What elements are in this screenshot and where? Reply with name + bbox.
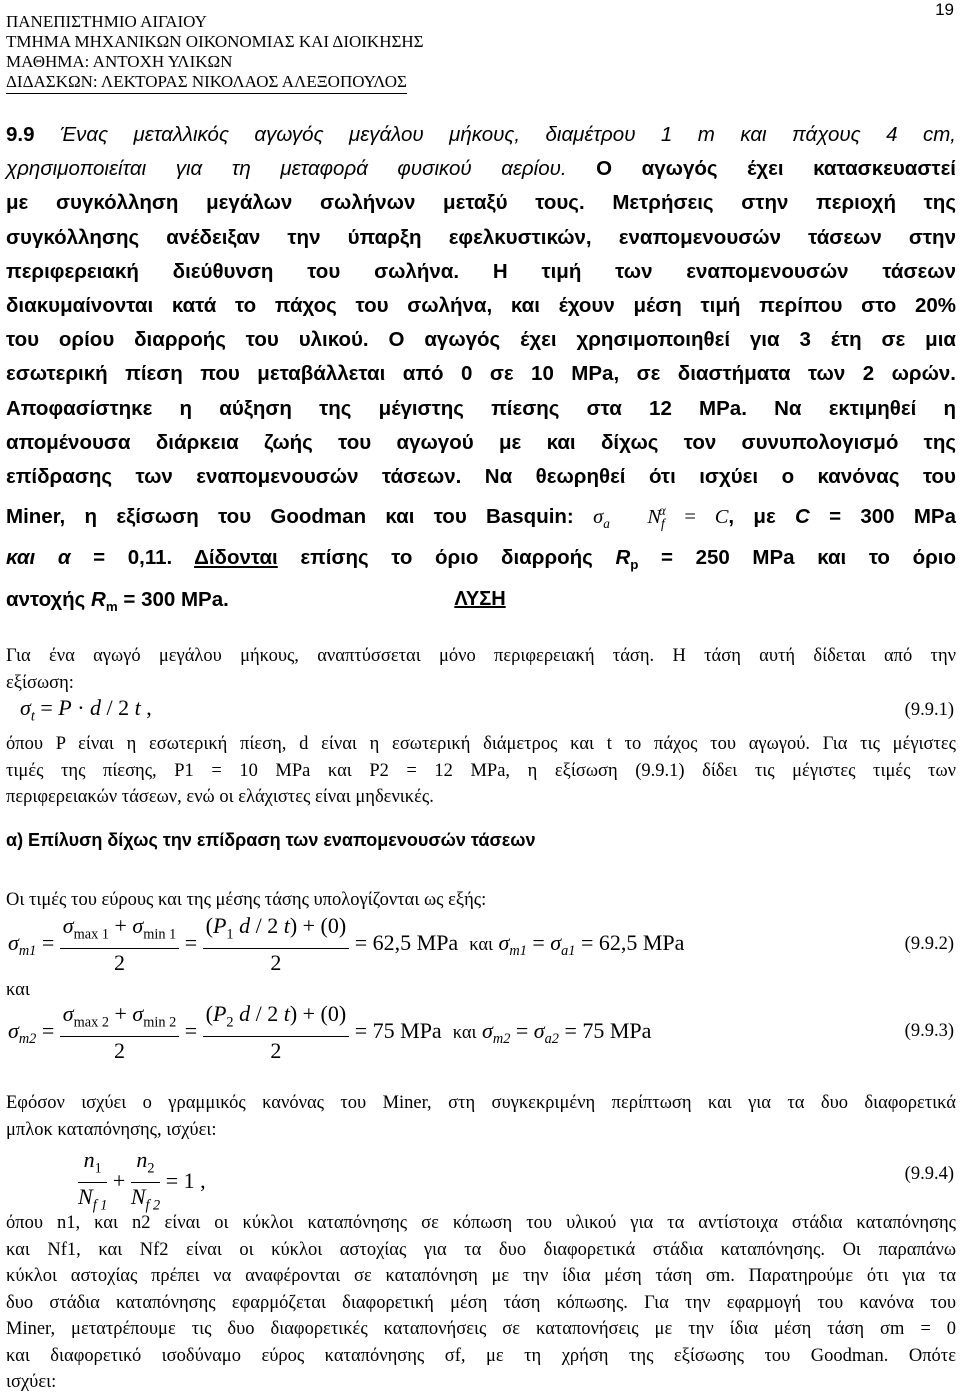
problem-line: 9.9 Ένας μεταλλικός αγωγός μεγάλου μήκους, διαμέτρου 1 m και πάχους 4 cm, xyxy=(6,123,956,146)
paragraph-definitions: όπου P είναι η εσωτερική πίεση, d είναι η εσωτερική διάμετρος και t το πάχος του αγωγού. Για τις μέγιστες τιμές της πίεσης, P1 = 10 MPa και P2 = 12 MPa, η εξίσωση (9.9.1) δίδει τις μέγιστες τιμές των περιφερειακών τάσεων, ενώ οι ελάχιστες είναι μηδενικές. xyxy=(6,734,956,807)
problem-line: αντοχής $R_m = 300$ MPa. xyxy=(6,587,229,614)
problem-line: με συγκόλληση μεγάλων σωλήνων μεταξύ τους. Μετρήσεις στην περιοχή της xyxy=(6,191,956,215)
header-university: ΠΑΝΕΠΙΣΤΗΜΙΟ ΑΙΓΑΙΟΥ xyxy=(6,12,207,31)
header-course: ΜΑΘΗΜΑ: ΑΝΤΟΧΗ ΥΛΙΚΩΝ xyxy=(6,52,233,71)
header-department: ΤΜΗΜΑ ΜΗΧΑΝΙΚΩΝ ΟΙΚΟΝΟΜΙΑΣ ΚΑΙ ΔΙΟΙΚΗΣΗΣ xyxy=(6,32,424,51)
header-instructor: ΔΙΔΑΣΚΩΝ: ΛΕΚΤΟΡΑΣ ΝΙΚΟΛΑΟΣ ΑΛΕΞΟΠΟΥΛΟΣ xyxy=(6,72,407,94)
problem-line: του ορίου διαρροής του υλικού. Ο αγωγός έχει χρησιμοποιηθεί για 3 έτη σε μια xyxy=(6,328,956,352)
equation-number: (9.9.2) xyxy=(904,934,954,954)
equation-number: (9.9.3) xyxy=(904,1021,954,1041)
equation-number: (9.9.4) xyxy=(904,1164,954,1184)
page-number: 19 xyxy=(935,0,954,19)
equation-miner-rule: $\frac{n_1}{N_{f 1}}$ + $\frac{n_2}{N_{f 2}}$ = 1 , xyxy=(78,1146,206,1220)
problem-line: και α = 0,11. Δίδονται επίσης το όριο διαρροής $R_p = 250$ MPa και το όριο xyxy=(6,546,956,573)
problem-line: εσωτερική πίεση που μεταβάλλεται από 0 σε 10 MPa, σε διαστήματα των 2 ωρών. xyxy=(6,362,956,386)
equation-mean-stress-1: $\sigma_{m1}$ = $\frac{\sigma_{max 1} + \sigma_{min 1}}{2}$ = $\frac{(P_1 d / 2 t) + (0)}{2}$ = 62,5 MPa και $\sigma_{m1} = \sigma_{a1} = 62,5$ MPa xyxy=(8,913,685,976)
paragraph-range: Οι τιμές του εύρους και της μέσης τάσης υπολογίζονται ως εξής: xyxy=(6,890,487,910)
problem-line: απομένουσα διάρκεια ζωής του αγωγού με και δίχως τον συνυπολογισμό της xyxy=(6,430,956,454)
paragraph-intro: Για ένα αγωγό μεγάλου μήκους, αναπτύσσεται μόνο περιφερειακή τάση. Η τάση αυτή δίδεται από την εξίσωση: xyxy=(6,646,956,693)
problem-line: διακυμαίνονται κατά το πάχος του σωλήνα, και έχουν μέση τιμή περίπου στο 20% xyxy=(6,294,956,318)
problem-statement xyxy=(6,118,956,624)
problem-line: περιφερειακή διεύθυνση του σωλήνα. Η τιμή των εναπομενουσών τάσεων xyxy=(6,259,956,283)
paragraph-goodman: όπου n1, και n2 είναι οι κύκλοι καταπόνησης σε κόπωση του υλικού για τα αντίστοιχα στάδια καταπόνησης και Nf1, και Nf2 είναι οι κύκλοι αστοχίας για τα δυο διαφορετικά στάδια καταπόνησης. Οι παραπάνω κύκλοι αστοχίας πρέπει να αναφέρονται σε καταπόνηση με την ίδια μέση τάση σm. Παρατηρούμε ότι για τα δυο στάδια καταπόνησης εφαρμόζεται διαφορετική μέση τάση κόπωσης. Για την εφαρμογή του κανόνα του Miner, μετατρέπουμε τις δυο διαφορετικές καταπονήσεις σε καταπονήσεις με την ίδια μέση τάση σm = 0 και διαφορετικό ισοδύναμο εύρος καταπόνησης σf, με τη χρήση της εξίσωσης του Goodman. Οπότε ισχύει: xyxy=(6,1213,956,1392)
paragraph-miner: Εφόσον ισχύει ο γραμμικός κανόνας του Miner, στη συγκεκριμένη περίπτωση και για τα δυο διαφορετικά μπλοκ καταπόνησης, ισχύει: xyxy=(6,1093,956,1140)
basquin-equation: $\sigma_a$ $N_f^\alpha = C$ xyxy=(593,503,729,532)
equation-mean-stress-2: $\sigma_{m2}$ = $\frac{\sigma_{max 2} + \sigma_{min 2}}{2}$ = $\frac{(P_2 d / 2 t) + (0)}{2}$ = 75 MPa και $\sigma_{m2} = \sigma_{a2} = 75$ MPa xyxy=(8,1001,652,1064)
conjunction-text: και xyxy=(6,980,30,1000)
equation-number: (9.9.1) xyxy=(904,700,954,720)
problem-line: χρησιμοποιείται για τη μεταφορά φυσικού αερίου. Ο αγωγός έχει κατασκευαστεί xyxy=(6,157,956,181)
section-heading: α) Επίλυση δίχως την επίδραση των εναπομενουσών τάσεων xyxy=(6,830,536,850)
problem-line: επίδρασης των εναπομενουσών τάσεων. Να θεωρηθεί ότι ισχύει ο κανόνας του xyxy=(6,465,956,489)
problem-line: συγκόλλησης ανέδειξαν την ύπαρξη εφελκυστικών, εναπομενουσών τάσεων στην xyxy=(6,225,956,249)
problem-number: 9.9 xyxy=(6,123,35,146)
equation-hoop-stress: $\sigma_t = P \cdot d / 2$ t , xyxy=(20,695,152,725)
problem-line: Miner, η εξίσωση του Goodman και του Basquin: $\sigma_a$ $N_f^\alpha = C$, με C = 300 MPa xyxy=(6,503,957,532)
page-header xyxy=(6,12,424,94)
problem-line: Αποφασίστηκε η αύξηση της μέγιστης πίεσης στα 12 MPa. Να εκτιμηθεί η xyxy=(6,396,956,420)
solution-title: ΛΥΣΗ xyxy=(454,588,506,610)
